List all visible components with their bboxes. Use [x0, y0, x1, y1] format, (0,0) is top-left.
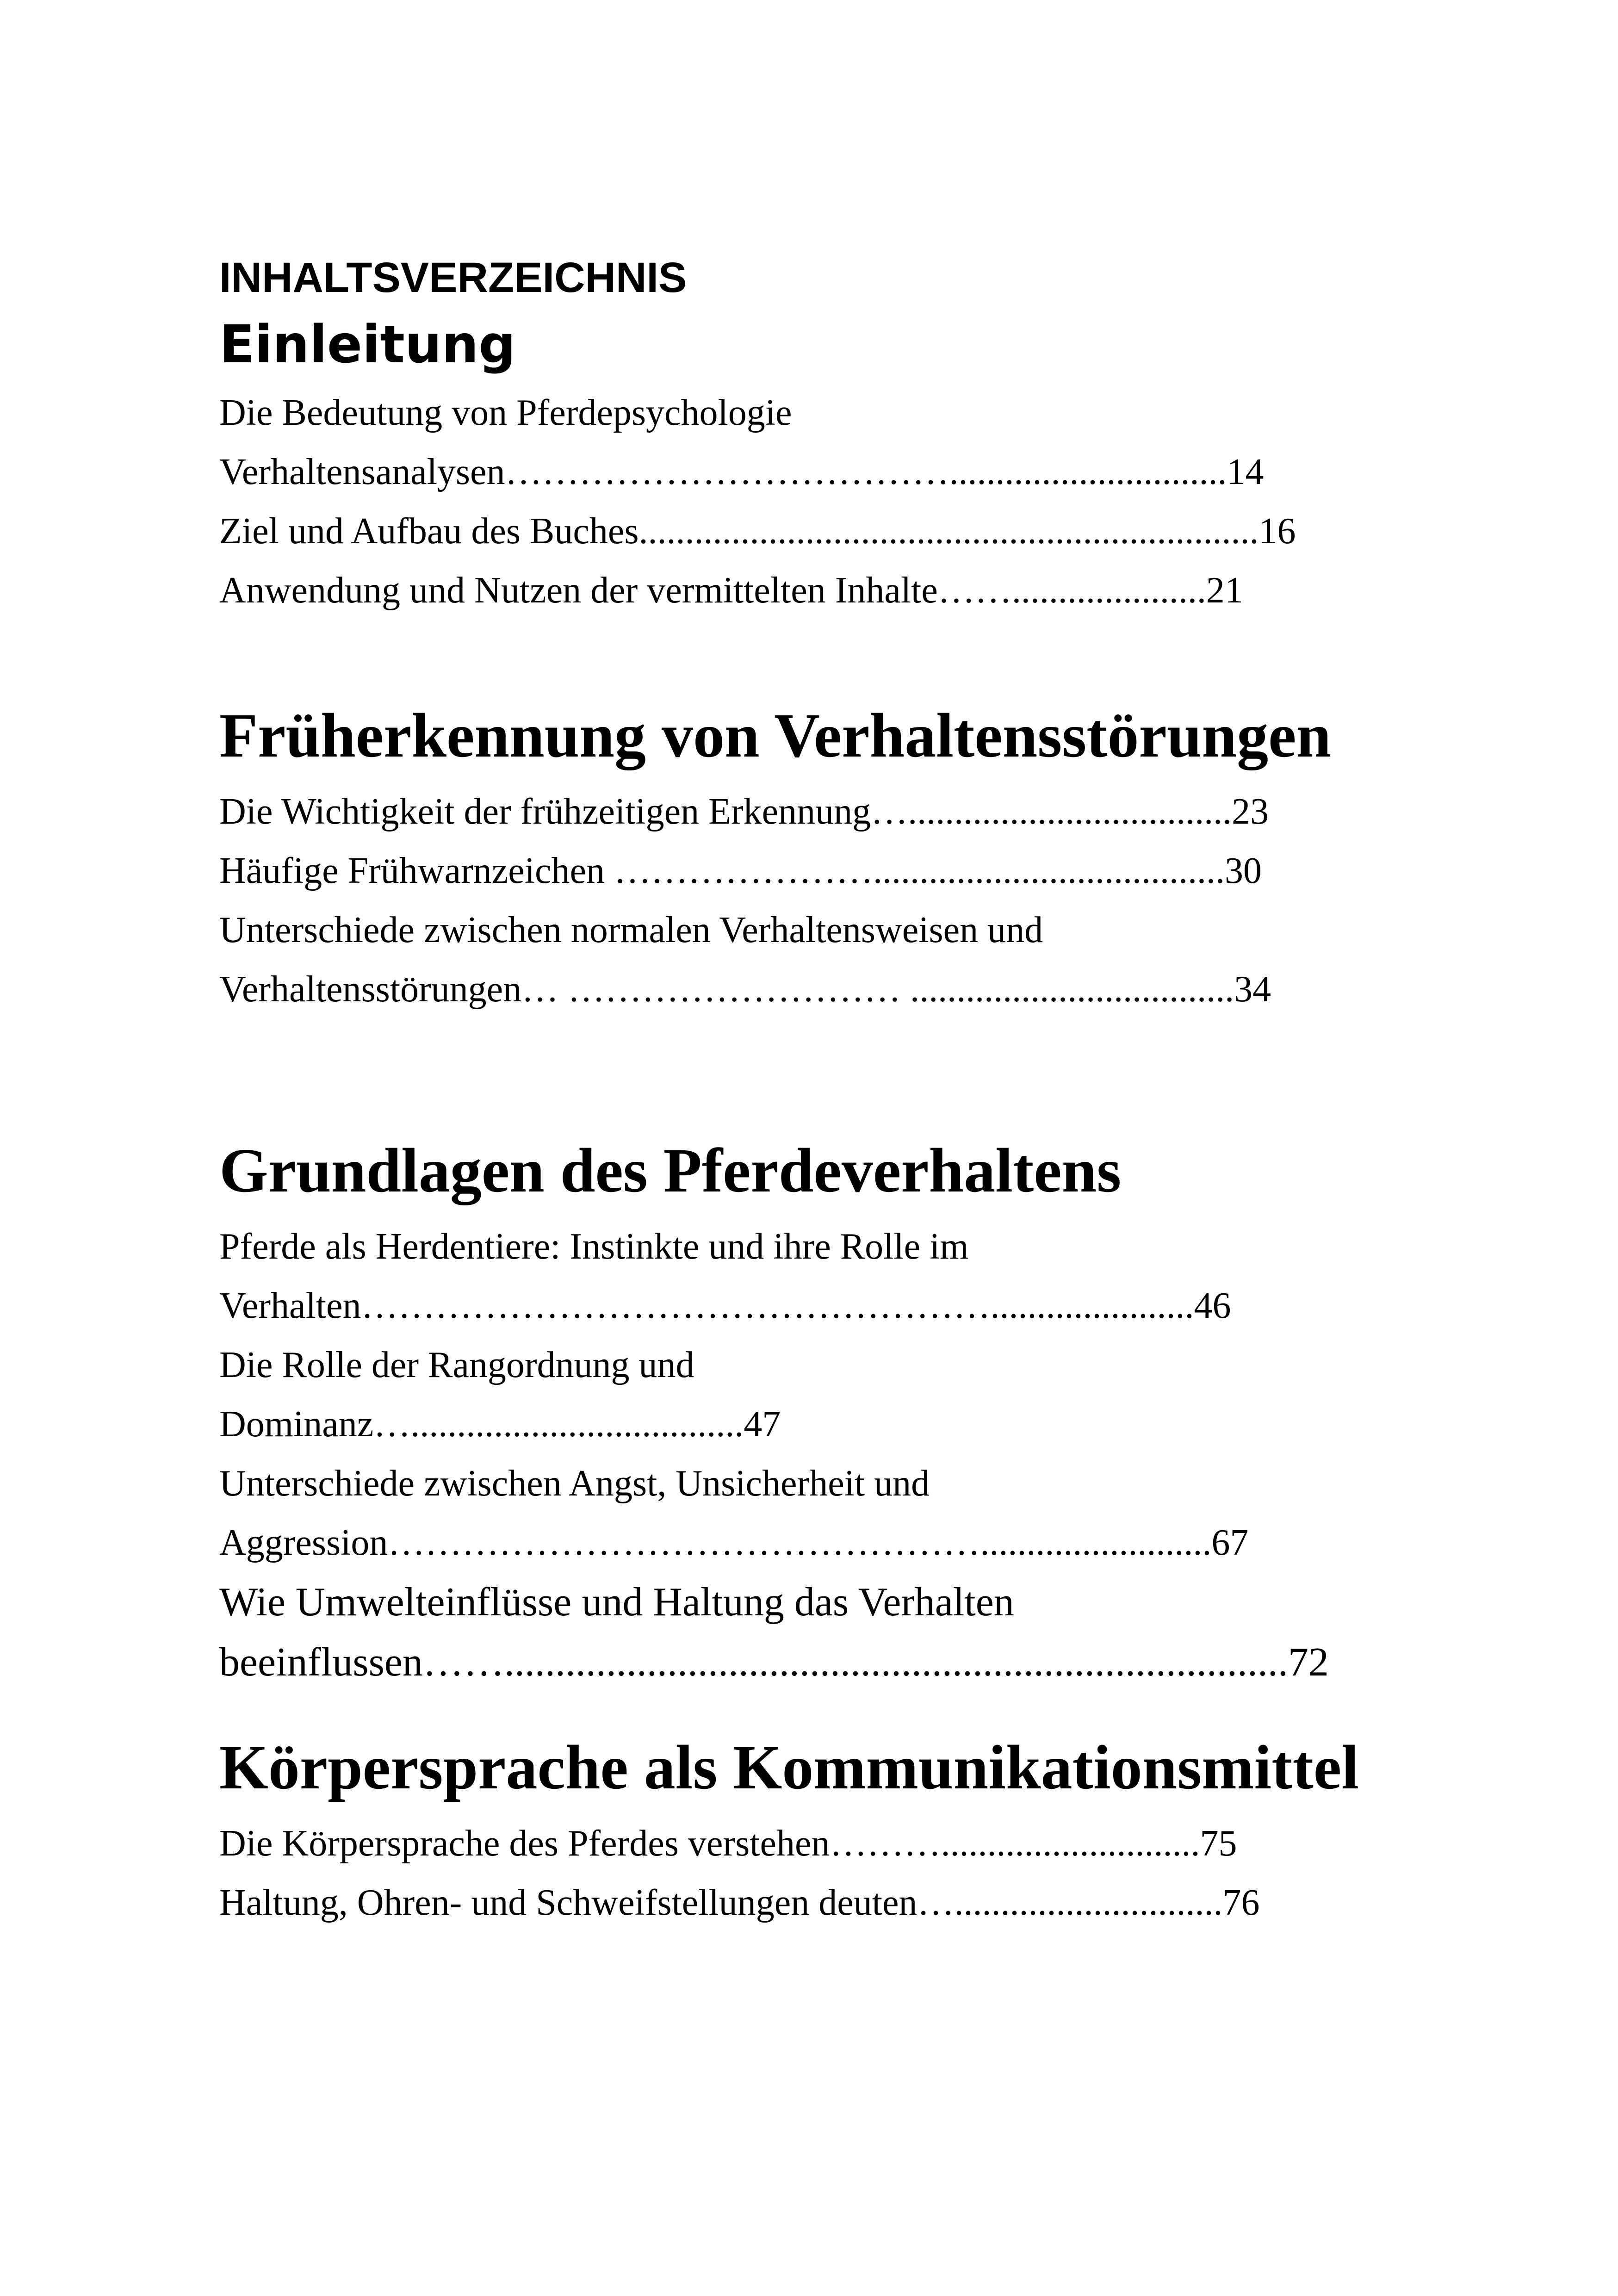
- toc-entry: Verhaltensanalysen………………………………..............................14: [219, 452, 1264, 492]
- toc-intro-block: [219, 250, 1296, 620]
- toc-section-grundlagen: [219, 1134, 1329, 1693]
- section-heading-einleitung: Einleitung: [219, 315, 516, 375]
- toc-entry: Unterschiede zwischen normalen Verhaltensweisen und: [219, 910, 1043, 950]
- toc-entry: beeinflussen…….............................................................................72: [219, 1640, 1329, 1685]
- toc-entry: Ziel und Aufbau des Buches...................................................................16: [219, 511, 1296, 552]
- toc-entry: Die Wichtigkeit der frühzeitigen Erkennung…...................................23: [219, 791, 1269, 832]
- toc-entry: Verhalten……………………………………………......................46: [219, 1285, 1231, 1326]
- toc-entry: Haltung, Ohren- und Schweifstellungen deuten….............................76: [219, 1882, 1260, 1923]
- toc-section-frueherkennung: [219, 699, 1331, 1019]
- toc-entry: Die Bedeutung von Pferdepsychologie: [219, 392, 792, 433]
- toc-entry: Unterschiede zwischen Angst, Unsicherheit und: [219, 1463, 930, 1504]
- toc-entry: Verhaltensstörungen… ……………………… ...................................34: [219, 969, 1271, 1010]
- section-heading-grundlagen: Grundlagen des Pferdeverhaltens: [219, 1136, 1122, 1205]
- section-heading-koerpersprache: Körpersprache als Kommunikationsmittel: [219, 1733, 1359, 1802]
- section-heading-frueherkennung: Früherkennung von Verhaltensstörungen: [219, 701, 1332, 770]
- toc-entry: Pferde als Herdentiere: Instinkte und ihre Rolle im: [219, 1226, 969, 1267]
- toc-title: INHALTSVERZEICHNIS: [219, 254, 687, 301]
- toc-entry: Häufige Frühwarnzeichen …………………......................................30: [219, 850, 1262, 891]
- toc-entry: Die Körpersprache des Pferdes verstehen………............................75: [219, 1823, 1237, 1864]
- toc-entry: Aggression………………………………………….........................67: [219, 1522, 1249, 1563]
- toc-entry: Die Rolle der Rangordnung und: [219, 1345, 694, 1385]
- toc-entry: Dominanz…....................................47: [219, 1404, 781, 1445]
- toc-section-koerpersprache: [219, 1731, 1359, 1932]
- toc-entry: Anwendung und Nutzen der vermittelten Inhalte…….....................21: [219, 570, 1243, 611]
- toc-entry: Wie Umwelteinflüsse und Haltung das Verhalten: [219, 1580, 1014, 1625]
